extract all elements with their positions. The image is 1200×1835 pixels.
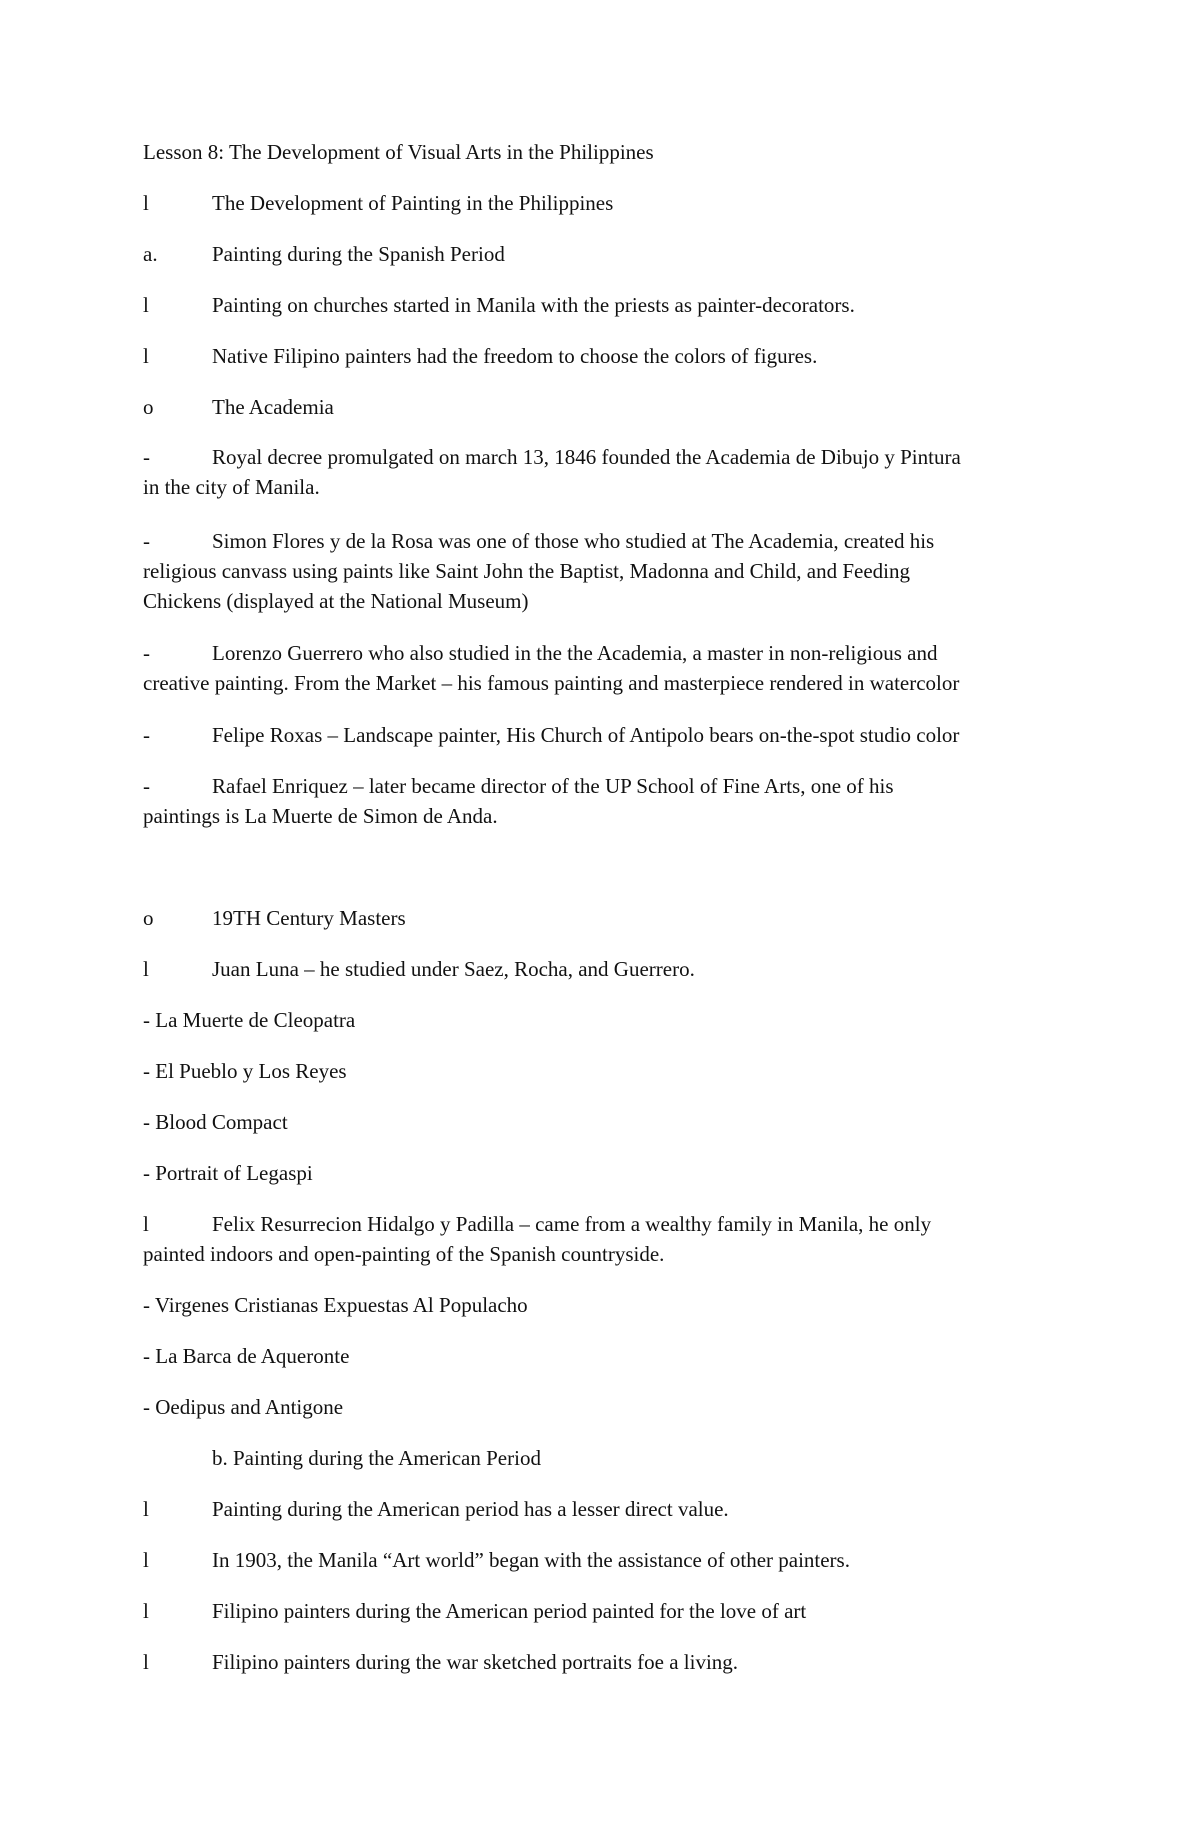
circle-marker: o bbox=[143, 906, 154, 930]
bullet-marker: l bbox=[143, 1548, 149, 1572]
list-item-text: - Oedipus and Antigone bbox=[143, 1395, 344, 1419]
dash-marker: - bbox=[143, 641, 150, 665]
letter-marker: a. bbox=[143, 242, 158, 266]
section-heading-text: b. Painting during the American Period bbox=[212, 1446, 541, 1470]
continuation-text: paintings is La Muerte de Simon de Anda. bbox=[143, 804, 498, 828]
item-text: Felix Resurrecion Hidalgo y Padilla – came from a wealthy family in Manila, he only bbox=[212, 1212, 932, 1236]
item-text: Painting during the Spanish Period bbox=[212, 242, 505, 266]
continuation-text: religious canvass using paints like Saint John the Baptist, Madonna and Child, and Feeding bbox=[143, 559, 910, 583]
bullet-marker: l bbox=[143, 1599, 149, 1623]
item-text: Rafael Enriquez – later became director of the UP School of Fine Arts, one of his bbox=[212, 774, 894, 798]
continuation-text: creative painting. From the Market – his famous painting and masterpiece rendered in watercolor bbox=[143, 671, 960, 695]
bullet-marker: l bbox=[143, 191, 149, 215]
item-text: Native Filipino painters had the freedom to choose the colors of figures. bbox=[212, 344, 818, 368]
bullet-marker: l bbox=[143, 1497, 149, 1521]
lesson-title-text: Lesson 8: The Development of Visual Arts in the Philippines bbox=[143, 140, 654, 164]
item-text: Royal decree promulgated on march 13, 1846 founded the Academia de Dibujo y Pintura bbox=[212, 445, 961, 469]
item-text: The Academia bbox=[212, 395, 334, 419]
dash-marker: - bbox=[143, 445, 150, 469]
item-text: Simon Flores y de la Rosa was one of those who studied at The Academia, created his bbox=[212, 529, 935, 553]
list-item-text: - El Pueblo y Los Reyes bbox=[143, 1059, 347, 1083]
bullet-marker: l bbox=[143, 957, 149, 981]
circle-marker: o bbox=[143, 395, 154, 419]
bullet-marker: l bbox=[143, 344, 149, 368]
dash-marker: - bbox=[143, 774, 150, 798]
bullet-marker: l bbox=[143, 1650, 149, 1674]
dash-marker: - bbox=[143, 723, 150, 747]
bullet-marker: l bbox=[143, 293, 149, 317]
item-text: In 1903, the Manila “Art world” began with the assistance of other painters. bbox=[212, 1548, 850, 1572]
item-text: Painting on churches started in Manila with the priests as painter-decorators. bbox=[212, 293, 855, 317]
item-text: Juan Luna – he studied under Saez, Rocha, and Guerrero. bbox=[212, 957, 695, 981]
item-text: Filipino painters during the American period painted for the love of art bbox=[212, 1599, 807, 1623]
item-text: 19TH Century Masters bbox=[212, 906, 406, 930]
list-item-text: - Virgenes Cristianas Expuestas Al Populacho bbox=[143, 1293, 528, 1317]
item-text: Filipino painters during the war sketched portraits foe a living. bbox=[212, 1650, 739, 1674]
bullet-marker: l bbox=[143, 1212, 149, 1236]
continuation-text: painted indoors and open-painting of the Spanish countryside. bbox=[143, 1242, 665, 1266]
continuation-text: in the city of Manila. bbox=[143, 475, 320, 499]
item-text: Painting during the American period has a lesser direct value. bbox=[212, 1497, 729, 1521]
list-item-text: - Portrait of Legaspi bbox=[143, 1161, 313, 1185]
item-text: Felipe Roxas – Landscape painter, His Church of Antipolo bears on-the-spot studio color bbox=[212, 723, 960, 747]
list-item-text: - Blood Compact bbox=[143, 1110, 288, 1134]
item-text: The Development of Painting in the Philippines bbox=[212, 191, 614, 215]
continuation-text: Chickens (displayed at the National Museum) bbox=[143, 589, 529, 613]
list-item-text: - La Barca de Aqueronte bbox=[143, 1344, 350, 1368]
item-text: Lorenzo Guerrero who also studied in the the Academia, a master in non-religious and bbox=[212, 641, 938, 665]
dash-marker: - bbox=[143, 529, 150, 553]
list-item-text: - La Muerte de Cleopatra bbox=[143, 1008, 356, 1032]
